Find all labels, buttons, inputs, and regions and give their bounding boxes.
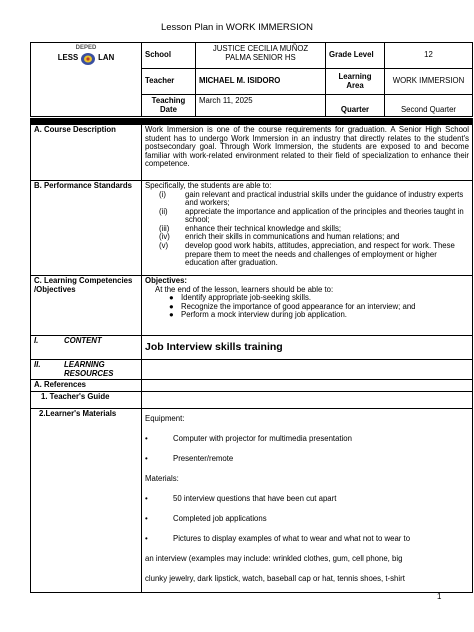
materials-heading: Materials:	[145, 473, 179, 483]
list-item: • Computer with projector for multimedia presentation	[145, 433, 352, 443]
learning-area-value: WORK IMMERSION	[385, 69, 473, 95]
learners-materials-label: 2.Learner's Materials	[31, 408, 142, 592]
bullet-icon: ●	[169, 293, 174, 303]
list-item: ● Perform a mock interview during job application.	[169, 310, 347, 320]
list-item: (iii) enhance their technical knowledge and skills;	[159, 223, 342, 233]
grade-level-label: Grade Level	[326, 43, 385, 69]
list-item: (ii) appreciate the importance and application of the principles and theories taught in school;	[159, 206, 464, 225]
performance-standards-content	[142, 181, 473, 276]
list-item: • Presenter/remote	[145, 453, 234, 463]
list-item: ● Recognize the importance of good appearance for an interview; and	[169, 301, 416, 311]
objectives-heading: Objectives:	[145, 276, 188, 285]
learners-materials-content	[142, 408, 473, 592]
content-label-cell	[31, 336, 142, 360]
teaching-date-label: Teaching Date	[142, 95, 196, 117]
logo-left-text: LESS	[57, 53, 79, 63]
lesson-plan-logo	[34, 45, 138, 66]
page-number: 1	[437, 592, 442, 601]
learning-resources-label-cell	[31, 360, 142, 380]
learning-resources-value	[142, 360, 473, 380]
document-title: Lesson Plan in WORK IMMERSION	[160, 22, 314, 33]
list-item: (i) gain relevant and practical industrial skills under the guidance of industry experts and workers;	[159, 189, 464, 208]
performance-standards-label: B. Performance Standards	[31, 181, 142, 276]
quarter-value: Second Quarter	[385, 95, 473, 117]
lesson-content-table	[30, 118, 473, 593]
list-item: ● Identify appropriate job-seeking skills.	[169, 293, 312, 303]
teacher-value: MICHAEL M. ISIDORO	[196, 69, 326, 95]
references-value	[142, 380, 473, 392]
logo-right-text: LAN	[98, 53, 115, 63]
objectives-list	[145, 294, 469, 320]
teachers-guide-value	[142, 391, 473, 408]
performance-standards-list	[145, 191, 469, 268]
resources-number: II.	[34, 360, 41, 369]
teaching-date-value: March 11, 2025	[196, 95, 326, 117]
content-number: I.	[34, 336, 39, 345]
content-value: Job Interview skills training	[142, 336, 473, 360]
logo-cell	[31, 43, 142, 117]
materials-continuation-2: clunky jewelry, dark lipstick, watch, baseball cap or hat, tennis shoes, t-shirt	[145, 573, 405, 583]
learning-competencies-label: C. Learning Competencies /Objectives	[31, 276, 142, 336]
materials-continuation-1: an interview (examples may include: wrinkled clothes, gum, cell phone, big	[145, 553, 403, 563]
list-item: • Pictures to display examples of what to wear and what not to wear to	[145, 533, 411, 543]
quarter-label: Quarter	[326, 95, 385, 117]
teachers-guide-label: 1. Teacher's Guide	[31, 391, 142, 408]
learning-area-label: Learning Area	[326, 69, 385, 95]
course-description-text: Work Immersion is one of the course requirements for graduation. A Senior High School student has to undergo Work Immersion in an industry that directly relates to the student's postsecondary goal. Through Work Immersion, the students are exposed to and become familiar with work-related environment related to their field of specialization to enhance their competence.	[142, 125, 473, 181]
school-value: JUSTICE CECILIA MUÑOZ PALMA SENIOR HS	[196, 43, 326, 69]
course-description-label: A. Course Description	[31, 125, 142, 181]
learning-resources-label: LEARNING RESOURCES	[64, 360, 114, 378]
equipment-heading: Equipment:	[145, 413, 185, 423]
list-item: (iv) enrich their skills in communications and human relations; and	[159, 232, 400, 242]
school-label: School	[142, 43, 196, 69]
bullet-icon: ●	[169, 310, 174, 320]
list-item: (v) develop good work habits, attitudes, appreciation, and respect for work. These prepare them to meet the needs and challenges of employment or higher education after graduation.	[159, 240, 455, 268]
logo-top-text: DEPED	[75, 45, 97, 51]
list-item: • Completed job applications	[145, 513, 267, 523]
grade-level-value: 12	[385, 43, 473, 69]
deped-seal-icon	[80, 52, 96, 66]
header-table	[30, 42, 473, 117]
list-item: • 50 interview questions that have been cut apart	[145, 493, 337, 503]
learning-competencies-content	[142, 276, 473, 336]
objectives-intro: At the end of the lesson, learners should be able to:	[155, 284, 334, 294]
teacher-label: Teacher	[142, 69, 196, 95]
references-label: A. References	[31, 380, 142, 392]
bullet-icon: ●	[169, 301, 174, 311]
content-label: CONTENT	[64, 336, 102, 345]
performance-standards-intro: Specifically, the students are able to:	[145, 181, 272, 190]
